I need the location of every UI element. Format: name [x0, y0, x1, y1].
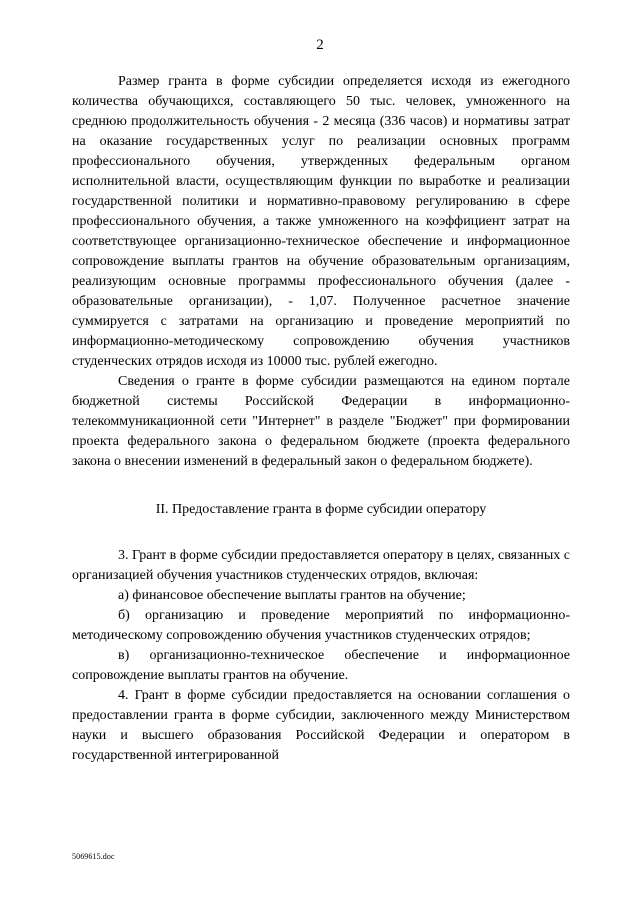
paragraph-grant-info-publication: Сведения о гранте в форме субсидии размещаются на едином портале бюджетной системы Российской Федерации в информационно-телекоммуникационной сети "Интернет" в разделе "Бюджет" при формировании проекта федерального закона о федеральном бюджете (проекта федерального закона о внесении изменений в федеральный закон о федеральном бюджете).: [72, 374, 570, 469]
document-body: [72, 72, 570, 766]
paragraph-clause-3: 3. Грант в форме субсидии предоставляется оператору в целях, связанных с организацией обучения участников студенческих отрядов, включая:: [72, 548, 570, 583]
paragraph-grant-size: Размер гранта в форме субсидии определяется исходя из ежегодного количества обучающихся, составляющего 50 тыс. человек, умноженного на среднюю продолжительность обучения - 2 месяца (336 часов) и нормативы затрат на оказание государственных услуг по реализации основных программ профессионального обучения, утвержденных федеральным органом исполнительной власти, осуществляющим функции по выработке и реализации государственной политики и нормативно-правовому регулированию в сфере профессионального обучения, а также умноженного на коэффициент затрат на соответствующее организационно-техническое обеспечение и информационное сопровождение выплаты грантов на обучение образовательным организациям, реализующим основные программы профессионального обучения (далее - образовательные организации), - 1,07. Полученное расчетное значение суммируется с затратами на организацию и проведение мероприятий по информационно-методическому сопровождению обучения участников студенческих отрядов исходя из 10000 тыс. рублей ежегодно.: [72, 74, 570, 369]
section-heading: II. Предоставление гранта в форме субсидии оператору: [155, 502, 487, 517]
paragraph-clause-3-b: б) организацию и проведение мероприятий по информационно-методическому сопровождению обучения участников студенческих отрядов;: [72, 608, 570, 643]
paragraph-clause-4: 4. Грант в форме субсидии предоставляется на основании соглашения о предоставлении гранта в форме субсидии, заключенного между Министерством науки и высшего образования Российской Федерации и оператором в государственной интегрированной: [72, 688, 570, 763]
page-number: 2: [316, 37, 324, 53]
paragraph-clause-3-a: а) финансовое обеспечение выплаты грантов на обучение;: [118, 588, 466, 603]
document-file-code: 5069615.doc: [72, 852, 115, 861]
paragraph-clause-3-c: в) организационно-техническое обеспечение и информационное сопровождение выплаты грантов на обучение.: [72, 648, 570, 683]
